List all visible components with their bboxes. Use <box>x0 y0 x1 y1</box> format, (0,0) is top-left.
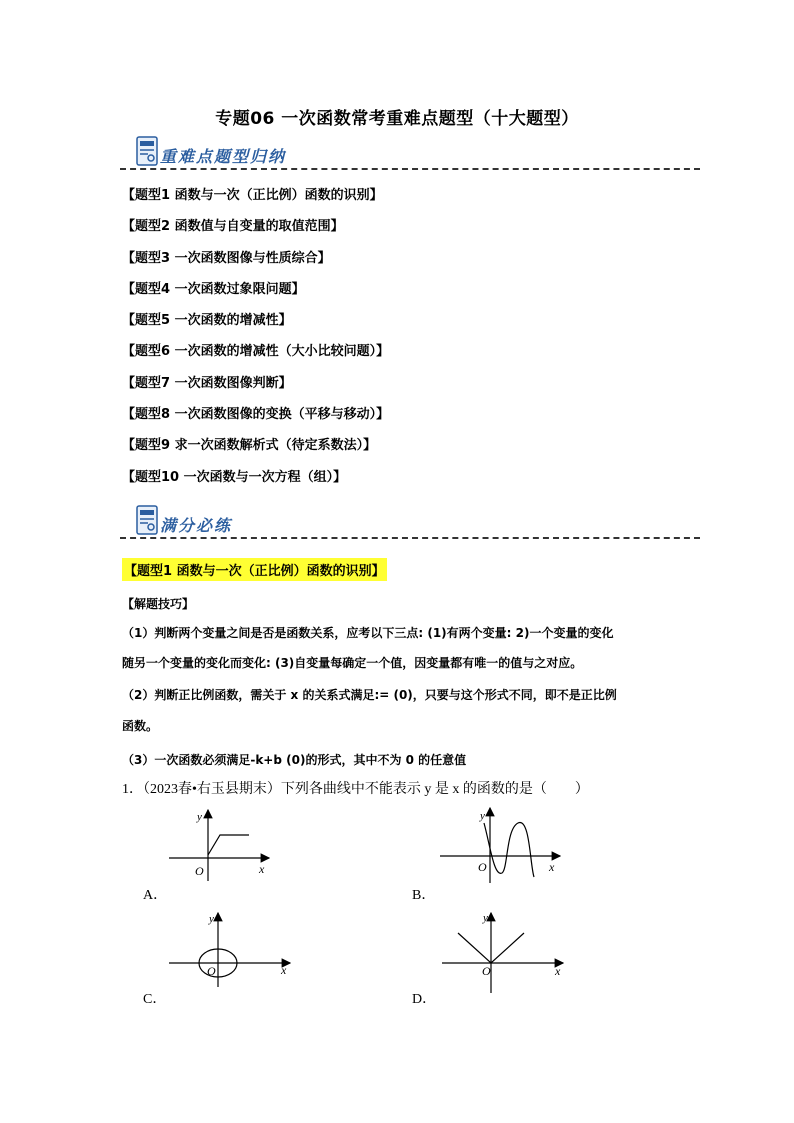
tip-text: （2）判断正比例函数，需关于 x 的关系式满足:= (0)，只要与这个形式不同，即不是正比例 <box>122 688 617 702</box>
tip-text: 随另一个变量的变化而变化: (3)自变量每确定一个值，因变量都有唯一的值与之对应。 <box>122 656 583 670</box>
graph-a <box>165 805 275 885</box>
section-title: 满分必练 <box>160 516 233 535</box>
divider <box>120 168 700 170</box>
x-axis-label: x <box>281 963 287 977</box>
option-b-label: B． <box>412 888 436 903</box>
list-item: 【题型8 一次函数图像的变换（平移与移动）】 <box>122 407 390 423</box>
option-c-label: C． <box>143 992 167 1007</box>
section-header-practice <box>120 505 700 541</box>
page-title: 专题06 一次函数常考重难点题型（十大题型） <box>215 109 579 129</box>
origin-label: O <box>482 964 491 978</box>
origin-label: O <box>195 864 204 878</box>
x-axis-label: x <box>549 860 555 874</box>
list-item: 【题型10 一次函数与一次方程（组）】 <box>122 469 347 485</box>
graph-b <box>438 805 563 885</box>
section-header-summary <box>120 136 700 172</box>
y-axis-label: y <box>209 913 214 925</box>
x-axis-label: x <box>259 862 265 876</box>
divider <box>120 537 700 539</box>
topic-heading-row <box>122 558 702 581</box>
list-item: 【题型1 函数与一次（正比例）函数的识别】 <box>122 188 383 203</box>
y-axis-label: y <box>480 810 485 822</box>
x-axis-label: x <box>555 964 561 978</box>
topic-heading: 【题型1 函数与一次（正比例）函数的识别】 <box>122 558 387 581</box>
question-text: 1．（2023春•右玉县期末）下列各曲线中不能表示 y 是 x 的函数的是（ ） <box>122 782 589 797</box>
section-title: 重难点题型归纳 <box>160 147 287 166</box>
graph-d <box>438 905 568 995</box>
list-item: 【题型3 一次函数图像与性质综合】 <box>122 250 331 266</box>
origin-label: O <box>478 860 487 874</box>
topic-list <box>122 180 682 493</box>
option-d-label: D． <box>412 992 437 1007</box>
list-item: 【题型2 函数值与自变量的取值范围】 <box>122 219 344 235</box>
tip-text: （3）一次函数必须满足-k+b (0)的形式，其中不为 0 的任意值 <box>122 753 467 767</box>
y-axis-label: y <box>483 912 488 924</box>
document-icon <box>136 505 158 535</box>
tip-text: 函数。 <box>122 719 159 733</box>
list-item: 【题型7 一次函数图像判断】 <box>122 375 292 391</box>
origin-label: O <box>207 964 216 978</box>
graph-c <box>165 908 295 988</box>
list-item: 【题型4 一次函数过象限问题】 <box>122 281 305 297</box>
tip-text: （1）判断两个变量之间是否是函数关系，应考以下三点: (1)有两个变量: 2)一个变量的变化 <box>122 626 614 640</box>
tips-title: 【解题技巧】 <box>122 597 195 611</box>
list-item: 【题型5 一次函数的增减性】 <box>122 313 292 329</box>
option-a-label: A． <box>143 888 168 903</box>
y-axis-label: y <box>197 811 202 823</box>
document-icon <box>136 136 158 166</box>
list-item: 【题型9 求一次函数解析式（待定系数法）】 <box>122 438 377 454</box>
list-item: 【题型6 一次函数的增减性（大小比较问题）】 <box>122 344 390 360</box>
